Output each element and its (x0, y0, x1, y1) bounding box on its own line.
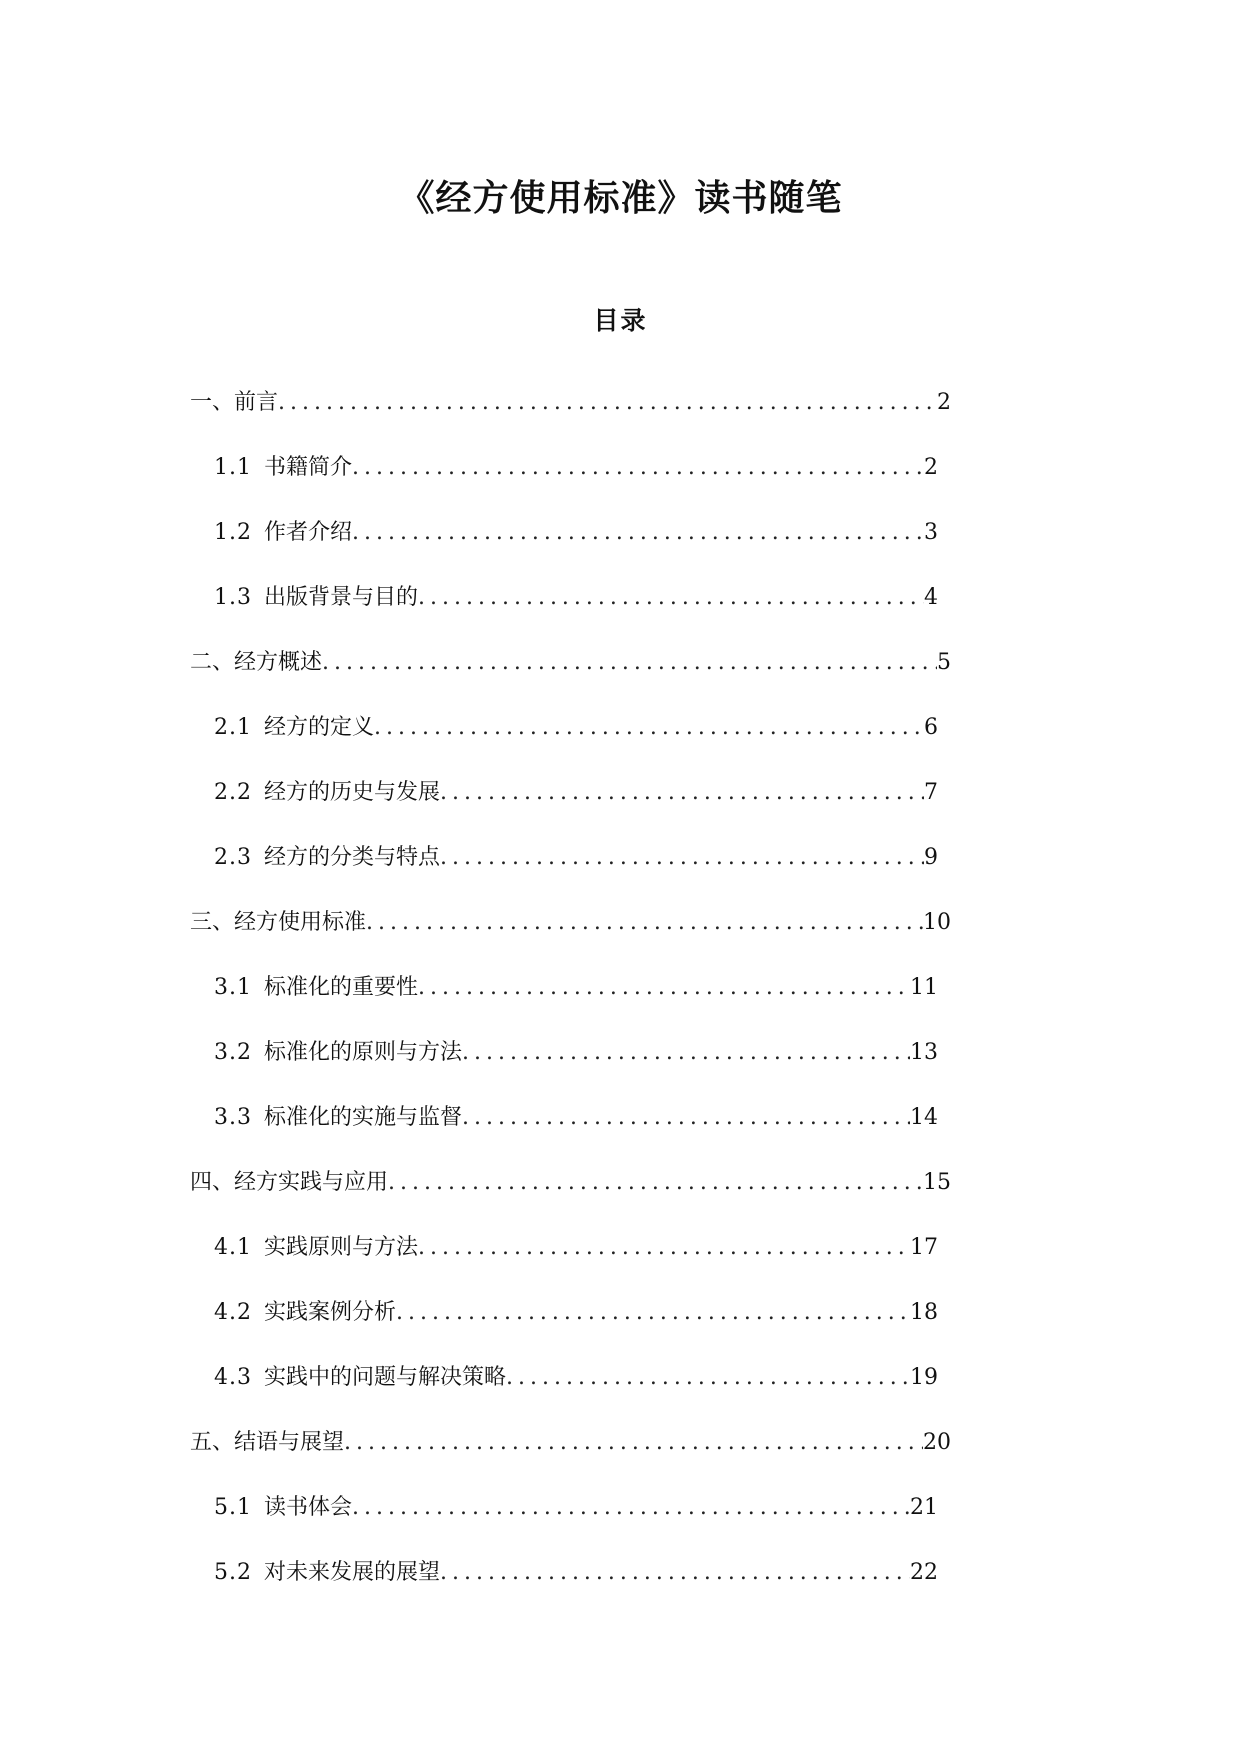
toc-entry-text: 出版背景与目的 (264, 585, 419, 610)
toc-entry-text: 书籍简介 (264, 455, 353, 480)
toc-entry-text: 对未来发展的展望 (264, 1560, 441, 1585)
toc-entry-page: 14 (910, 1105, 938, 1130)
toc-entry-page: 6 (924, 715, 938, 740)
toc-entry-page: 22 (910, 1560, 938, 1585)
toc-entry-number: 4.1 (214, 1235, 252, 1260)
toc-dot-leader (418, 1230, 910, 1266)
toc-dot-leader (396, 1295, 910, 1331)
toc-dot-leader (344, 1425, 923, 1461)
toc-entry-text: 一、前言 (190, 390, 279, 415)
toc-entry-3[interactable] (190, 905, 951, 941)
toc-entry-text: 标准化的实施与监督 (264, 1105, 463, 1130)
toc-entry-page: 10 (923, 910, 951, 935)
toc-entry-text: 经方的历史与发展 (264, 780, 441, 805)
toc-entry-3-3[interactable] (214, 1100, 938, 1136)
toc-dot-leader (352, 450, 924, 486)
toc-entry-text: 经方的分类与特点 (264, 845, 441, 870)
toc-entry-page: 20 (923, 1430, 951, 1455)
toc-dot-leader (374, 710, 924, 746)
toc-dot-leader (352, 1490, 910, 1526)
toc-entry-page: 11 (910, 975, 938, 1000)
toc-entry-page: 13 (910, 1040, 938, 1065)
toc-entry-number: 5.2 (214, 1560, 252, 1585)
toc-entry-5-1[interactable] (214, 1490, 938, 1526)
toc-dot-leader (388, 1165, 923, 1201)
toc-entry-text: 读书体会 (264, 1495, 353, 1520)
toc-entry-text: 经方的定义 (264, 715, 375, 740)
toc-entry-number: 1.3 (214, 585, 252, 610)
toc-heading: 目录 (593, 305, 648, 335)
toc-entry-page: 2 (937, 390, 951, 415)
toc-entry-page: 17 (910, 1235, 938, 1260)
toc-entry-text: 实践中的问题与解决策略 (264, 1365, 507, 1390)
toc-entry-text: 标准化的重要性 (264, 975, 419, 1000)
toc-dot-leader (440, 840, 924, 876)
toc-dot-leader (462, 1100, 910, 1136)
toc-entry-page: 18 (910, 1300, 938, 1325)
toc-entry-4[interactable] (190, 1165, 951, 1201)
toc-dot-leader (418, 970, 910, 1006)
toc-entry-text: 二、经方概述 (190, 650, 323, 675)
toc-dot-leader (418, 580, 924, 616)
toc-dot-leader (440, 1555, 910, 1591)
toc-entry-number: 5.1 (214, 1495, 252, 1520)
toc-dot-leader (440, 775, 924, 811)
toc-dot-leader (322, 645, 937, 681)
toc-entry-number: 3.3 (214, 1105, 252, 1130)
toc-dot-leader (352, 515, 924, 551)
toc-entry-text: 四、经方实践与应用 (190, 1170, 389, 1195)
toc-entry-number: 1.1 (214, 455, 252, 480)
toc-entry-page: 3 (924, 520, 938, 545)
toc-entry-page: 5 (937, 650, 951, 675)
toc-entry-number: 1.2 (214, 520, 252, 545)
toc-entry-number: 3.2 (214, 1040, 252, 1065)
toc-dot-leader (366, 905, 923, 941)
toc-entry-page: 15 (923, 1170, 951, 1195)
toc-entry-4-3[interactable] (214, 1360, 938, 1396)
toc-dot-leader (278, 385, 937, 421)
toc-entry-page: 2 (924, 455, 938, 480)
toc-entry-3-1[interactable] (214, 970, 938, 1006)
toc-entry-number: 4.3 (214, 1365, 252, 1390)
toc-entry-2-1[interactable] (214, 710, 938, 746)
toc-entry-page: 4 (924, 585, 938, 610)
toc-dot-leader (506, 1360, 910, 1396)
toc-entry-1-3[interactable] (214, 580, 938, 616)
toc-entry-page: 19 (910, 1365, 938, 1390)
document-title: 《经方使用标准》读书随笔 (398, 178, 843, 220)
toc-entry-text: 标准化的原则与方法 (264, 1040, 463, 1065)
toc-dot-leader (462, 1035, 910, 1071)
toc-entry-1-1[interactable] (214, 450, 938, 486)
toc-entry-text: 实践原则与方法 (264, 1235, 419, 1260)
toc-entry-5[interactable] (190, 1425, 951, 1461)
toc-entry-number: 2.3 (214, 845, 252, 870)
toc-entry-number: 3.1 (214, 975, 252, 1000)
toc-entry-4-1[interactable] (214, 1230, 938, 1266)
toc-entry-3-2[interactable] (214, 1035, 938, 1071)
toc-entry-text: 三、经方使用标准 (190, 910, 367, 935)
toc-entry-number: 2.2 (214, 780, 252, 805)
toc-entry-text: 实践案例分析 (264, 1300, 397, 1325)
toc-entry-5-2[interactable] (214, 1555, 938, 1591)
toc-entry-1-2[interactable] (214, 515, 938, 551)
toc-entry-2-3[interactable] (214, 840, 938, 876)
toc-entry-2-2[interactable] (214, 775, 938, 811)
toc-entry-2[interactable] (190, 645, 951, 681)
toc-entry-page: 21 (910, 1495, 938, 1520)
toc-entry-1[interactable] (190, 385, 951, 421)
toc-entry-number: 2.1 (214, 715, 252, 740)
toc-entry-page: 9 (924, 845, 938, 870)
toc-entry-number: 4.2 (214, 1300, 252, 1325)
toc-entry-4-2[interactable] (214, 1295, 938, 1331)
toc-entry-text: 作者介绍 (264, 520, 353, 545)
toc-entry-text: 五、结语与展望 (190, 1430, 345, 1455)
toc-entry-page: 7 (924, 780, 938, 805)
